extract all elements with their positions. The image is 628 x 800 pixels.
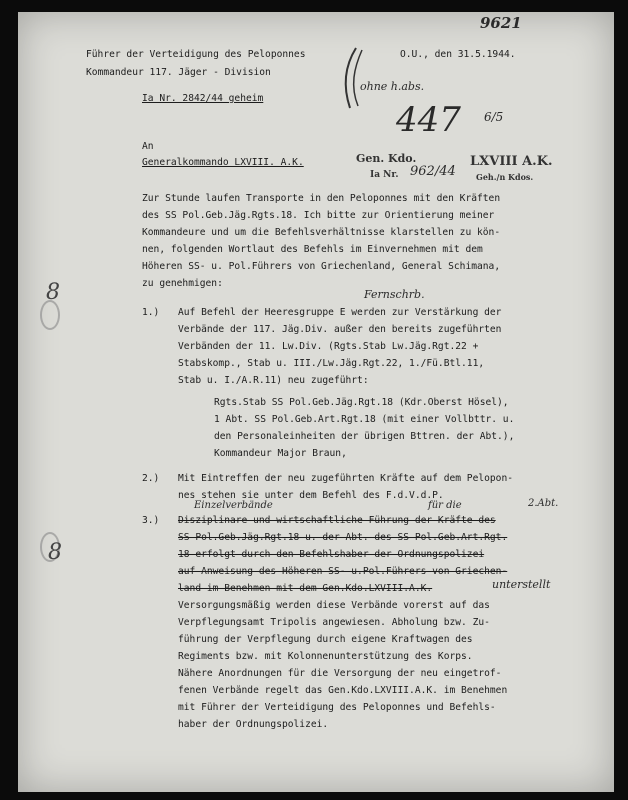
item-2-line: nes stehen sie unter dem Befehl des F.d.V.d.P. bbox=[178, 490, 444, 501]
intro-line: Zur Stunde laufen Transporte in den Peloponnes mit den Kräften bbox=[142, 193, 501, 204]
item-3-struck-line: auf Anweisung des Höheren SS- u.Pol.Führers von Griechen- bbox=[178, 566, 508, 577]
item-3-line: Versorgungsmäßig werden diese Verbände vorerst auf das bbox=[178, 600, 490, 611]
item-3-line: Verpflegungsamt Tripolis angewiesen. Abholung bzw. Zu- bbox=[178, 617, 490, 628]
handwritten-note-top: ohne h.abs. bbox=[360, 80, 425, 93]
item-3-line: haber der Ordnungspolizei. bbox=[178, 719, 329, 730]
item-3-line: mit Führer der Verteidigung des Peloponnes und Befehls- bbox=[178, 702, 496, 713]
handwritten-big-number: 447 bbox=[396, 100, 461, 140]
item-1-sub-line: Rgts.Stab SS Pol.Geb.Jäg.Rgt.18 (Kdr.Oberst Hösel), bbox=[214, 397, 509, 408]
document-page bbox=[18, 12, 614, 792]
item-2-number: 2.) bbox=[142, 473, 160, 484]
handwritten-inserted-word: unterstellt bbox=[492, 578, 551, 591]
item-1-line: Verbände der 117. Jäg.Div. außer den bereits zugeführten bbox=[178, 324, 502, 335]
sender-line-1: Führer der Verteidigung des Peloponnes bbox=[86, 49, 306, 60]
stamp-gen-kdo: Gen. Kdo. bbox=[356, 152, 417, 165]
item-1-line: Verbänden der 11. Lw.Div. (Rgts.Stab Lw.Jäg.Rgt.22 + bbox=[178, 341, 479, 352]
margin-mark-1: 8 bbox=[46, 280, 60, 305]
item-1-sub-line: Kommandeur Major Braun, bbox=[214, 448, 347, 459]
item-1-line: Stabskomp., Stab u. III./Lw.Jäg.Rgt.22, 1./Fü.Btl.11, bbox=[178, 358, 485, 369]
intro-line: zu genehmigen: bbox=[142, 278, 223, 289]
recipient-an: An bbox=[142, 141, 154, 152]
intro-line: nen, folgenden Wortlaut des Befehls im Einvernehmen mit dem bbox=[142, 244, 483, 255]
item-3-struck-line: Disziplinare und wirtschaftliche Führung der Kräfte des bbox=[178, 515, 496, 526]
margin-mark-2: 8 bbox=[48, 540, 62, 565]
stamp-corps: LXVIII A.K. bbox=[470, 154, 553, 169]
item-3-line: Regiments bzw. mit Kolonnenunterstützung des Korps. bbox=[178, 651, 473, 662]
place-date: O.U., den 31.5.1944. bbox=[400, 49, 516, 60]
margin-note-item-3c: 2.Abt. bbox=[528, 498, 559, 509]
item-1-line: Auf Befehl der Heeresgruppe E werden zur Verstärkung der bbox=[178, 307, 502, 318]
handwritten-fernschreiben: Fernschrb. bbox=[364, 288, 425, 301]
margin-note-item-3: Einzelverbände bbox=[194, 500, 273, 511]
item-3-struck-line: 18 erfolgt durch den Befehlshaber der Ordnungspolizei bbox=[178, 549, 485, 560]
margin-note-item-3b: für die bbox=[428, 500, 462, 511]
intro-line: des SS Pol.Geb.Jäg.Rgts.18. Ich bitte zur Orientierung meiner bbox=[142, 210, 495, 221]
stamp-incoming-number: 962/44 bbox=[410, 164, 456, 179]
item-3-line: fenen Verbände regelt das Gen.Kdo.LXVIII.A.K. im Benehmen bbox=[178, 685, 508, 696]
handwritten-bracket-mark bbox=[336, 44, 376, 114]
handwritten-fraction: 6/5 bbox=[484, 110, 504, 124]
sender-line-2: Kommandeur 117. Jäger - Division bbox=[86, 67, 271, 78]
item-2-line: Mit Eintreffen der neu zugeführten Kräfte auf dem Pelopon- bbox=[178, 473, 514, 484]
archive-number: 9621 bbox=[480, 14, 522, 32]
item-1-sub-line: den Personaleinheiten der übrigen Bttren. der Abt.), bbox=[214, 431, 515, 442]
item-3-number: 3.) bbox=[142, 515, 160, 526]
item-1-sub-line: 1 Abt. SS Pol.Geb.Art.Rgt.18 (mit einer Vollbttr. u. bbox=[214, 414, 515, 425]
recipient-name: Generalkommando LXVIII. A.K. bbox=[142, 157, 304, 168]
item-3-struck-line: land im Benehmen mit dem Gen.Kdo.LXVIII.A.K. bbox=[178, 583, 433, 594]
item-1-number: 1.) bbox=[142, 307, 160, 318]
intro-line: Höheren SS- u. Pol.Führers von Griechenland, General Schimana, bbox=[142, 261, 501, 272]
intro-line: Kommandeure und um die Befehlsverhältnisse klarstellen zu kön- bbox=[142, 227, 501, 238]
reference-number: Ia Nr. 2842/44 geheim bbox=[142, 93, 264, 104]
stamp-geheim: Geh./n Kdos. bbox=[476, 172, 534, 182]
item-3-struck-line: SS Pol.Geb.Jäg.Rgt.18 u. der Abt. des SS Pol.Geb.Art.Rgt. bbox=[178, 532, 508, 543]
item-1-line: Stab u. I./A.R.11) neu zugeführt: bbox=[178, 375, 369, 386]
item-3-line: führung der Verpflegung durch eigene Kraftwagen des bbox=[178, 634, 473, 645]
stamp-ia-nr: Ia Nr. bbox=[370, 170, 399, 180]
item-3-line: Nähere Anordnungen für die Versorgung der neu eingetrof- bbox=[178, 668, 502, 679]
